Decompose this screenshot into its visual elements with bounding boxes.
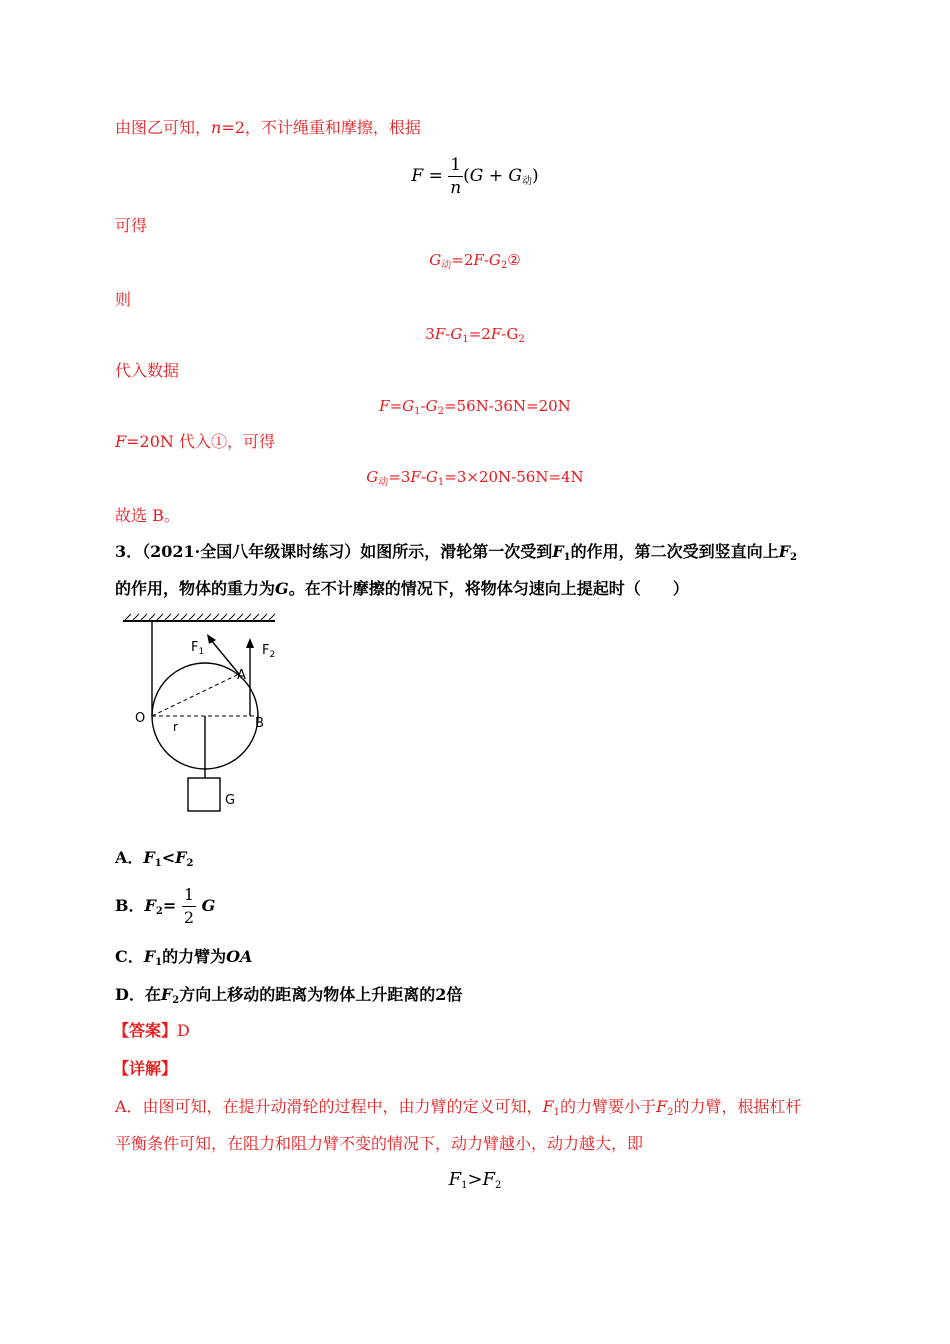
text: 的力臂，根据杠杆 bbox=[673, 1097, 802, 1116]
subscript: 2 bbox=[155, 906, 163, 917]
subscript: 1 bbox=[553, 1107, 561, 1118]
subscript: 1 bbox=[563, 552, 571, 563]
question-stem-line-2 bbox=[115, 579, 689, 599]
var-F: F bbox=[448, 1169, 462, 1190]
fraction-num: 1 bbox=[450, 155, 462, 175]
option-label: D． bbox=[115, 985, 145, 1004]
text: 如图所示，滑轮第一次受到 bbox=[360, 542, 553, 561]
var-n: n bbox=[211, 118, 222, 137]
var-G: G bbox=[429, 251, 442, 269]
answer-tag: 【答案】 bbox=[113, 1021, 178, 1040]
arrow-F1 bbox=[207, 634, 216, 644]
subscript: 2 bbox=[500, 260, 508, 271]
label-r: r bbox=[173, 720, 178, 734]
var-F: F bbox=[542, 1097, 554, 1116]
formula-5 bbox=[0, 467, 950, 493]
weight-block bbox=[188, 778, 220, 811]
text-line-3: 则 bbox=[115, 290, 132, 309]
text-line-5 bbox=[115, 432, 275, 452]
var-F: F bbox=[482, 1169, 496, 1190]
var-OA: OA bbox=[226, 947, 253, 966]
text-line-2: 可得 bbox=[115, 216, 148, 235]
text: - bbox=[420, 397, 426, 415]
subscript: 1 bbox=[437, 477, 445, 488]
text: A．由图可知，在提升动滑轮的过程中，由力臂的定义可知， bbox=[115, 1097, 543, 1116]
var-G: G bbox=[450, 325, 463, 343]
subscript: 2 bbox=[518, 334, 525, 345]
rope-F1 bbox=[211, 640, 239, 674]
text: 的作用，物体的重力为 bbox=[115, 579, 276, 598]
var-F: F bbox=[411, 166, 424, 186]
fraction-den: 2 bbox=[183, 908, 195, 927]
var-F: F bbox=[175, 848, 187, 867]
text: = bbox=[162, 896, 177, 915]
subscript: 2 bbox=[495, 1180, 502, 1191]
text: - bbox=[483, 251, 489, 269]
var-F: F bbox=[143, 848, 155, 867]
var-G: G bbox=[508, 166, 522, 186]
text: 在 bbox=[144, 985, 161, 1004]
paren: ( bbox=[463, 166, 470, 186]
subscript: 动 bbox=[441, 260, 452, 271]
detail-tag: 【详解】 bbox=[113, 1059, 178, 1078]
paren: ) bbox=[531, 166, 539, 186]
explain-line-1 bbox=[115, 1097, 802, 1123]
text: 。在不计摩擦的情况下，将物体匀速向上提起时（ ） bbox=[288, 579, 689, 598]
plus: + bbox=[483, 166, 509, 186]
text: = bbox=[389, 397, 403, 415]
var-F: F bbox=[410, 468, 421, 486]
detail-line bbox=[113, 1059, 177, 1079]
question-number: 3． bbox=[115, 542, 143, 561]
explain-line-2: 平衡条件可知，在阻力和阻力臂不变的情况下，动力臂越小，动力越大，即 bbox=[115, 1134, 644, 1153]
subscript: 1 bbox=[414, 406, 421, 417]
subscript: 1 bbox=[154, 858, 162, 869]
text: 的力臂要小于 bbox=[560, 1097, 657, 1116]
var-G: G bbox=[201, 896, 216, 915]
text: 方向上移动的距离为物体上升距离的 bbox=[179, 985, 436, 1004]
formula-3 bbox=[0, 324, 950, 350]
var-G: G bbox=[402, 397, 415, 415]
var-G: G bbox=[488, 251, 501, 269]
subscript: 动 bbox=[378, 477, 389, 488]
var-F: F bbox=[656, 1097, 668, 1116]
text: =3×20N-56N=4N bbox=[444, 468, 584, 486]
var-F: F bbox=[115, 432, 127, 451]
var-G: G bbox=[366, 468, 379, 486]
arrow-F2 bbox=[246, 638, 254, 648]
text: 的作用，第二次受到竖直向上 bbox=[570, 542, 779, 561]
fraction-num: 1 bbox=[182, 884, 196, 907]
question-source: （2021·全国八年级课时练习） bbox=[142, 542, 361, 561]
subscript: 2 bbox=[186, 858, 194, 869]
fraction bbox=[182, 884, 196, 929]
text: 的力臂为 bbox=[162, 947, 227, 966]
var-F: F bbox=[160, 985, 173, 1004]
label-O: O bbox=[135, 711, 146, 726]
formula-4 bbox=[0, 396, 950, 422]
option-label: C． bbox=[115, 947, 144, 966]
var-G: G bbox=[275, 579, 289, 598]
text-line-1 bbox=[115, 118, 421, 138]
subscript: 2 bbox=[437, 406, 444, 417]
var-F: F bbox=[379, 397, 390, 415]
var-F: F bbox=[552, 542, 564, 561]
answer-value: D bbox=[177, 1021, 190, 1040]
option-b[interactable] bbox=[115, 882, 215, 930]
eq: = bbox=[428, 166, 443, 186]
formula-6 bbox=[0, 1170, 950, 1196]
subscript: 2 bbox=[667, 1107, 674, 1118]
text: 倍 bbox=[446, 985, 463, 1004]
text: - bbox=[445, 325, 451, 343]
var-F: F bbox=[490, 325, 502, 343]
text: -G bbox=[501, 325, 519, 343]
text: =2 bbox=[451, 251, 474, 269]
subscript: 1 bbox=[461, 1180, 468, 1191]
var-G: G bbox=[425, 397, 438, 415]
text: =56N-36N=20N bbox=[443, 397, 571, 415]
formula-1 bbox=[0, 152, 950, 200]
var-F: F bbox=[434, 325, 446, 343]
text: =3 bbox=[388, 468, 411, 486]
option-c[interactable] bbox=[115, 947, 252, 973]
option-d[interactable] bbox=[115, 985, 462, 1011]
text: 由图乙可知， bbox=[115, 118, 212, 137]
var-F: F bbox=[473, 251, 484, 269]
text: > bbox=[467, 1169, 483, 1190]
subscript: 2 bbox=[789, 552, 797, 563]
text: - bbox=[420, 468, 426, 486]
label-G: G bbox=[225, 793, 236, 808]
option-label: A． bbox=[115, 848, 144, 867]
label-F2: $F_2$ bbox=[262, 643, 276, 660]
text: 2 bbox=[435, 985, 447, 1004]
pulley-figure bbox=[115, 612, 290, 817]
label-B: B bbox=[255, 716, 264, 731]
ceiling-hatch bbox=[125, 614, 275, 620]
text: =20N 代入①，可得 bbox=[126, 432, 275, 451]
formula-2 bbox=[0, 250, 950, 276]
var-F: F bbox=[778, 542, 790, 561]
subscript: 1 bbox=[155, 957, 163, 968]
text: =2 bbox=[468, 325, 491, 343]
text-line-4: 代入数据 bbox=[115, 361, 180, 380]
subscript: 2 bbox=[172, 995, 180, 1006]
text: ② bbox=[507, 251, 521, 269]
label-F1: $F_1$ bbox=[191, 640, 205, 657]
answer-line bbox=[113, 1021, 190, 1041]
option-a[interactable] bbox=[115, 848, 193, 874]
text: 3 bbox=[425, 325, 435, 343]
subscript: 动 bbox=[521, 176, 532, 187]
text-line-6: 故选 B。 bbox=[115, 506, 180, 525]
var-F: F bbox=[144, 896, 156, 915]
text: =2，不计绳重和摩擦，根据 bbox=[221, 118, 421, 137]
var-F: F bbox=[143, 947, 156, 966]
option-label: B． bbox=[115, 896, 145, 915]
question-stem-line-1 bbox=[115, 542, 797, 568]
label-A: A bbox=[237, 668, 246, 683]
var-G: G bbox=[425, 468, 438, 486]
subscript: 1 bbox=[462, 334, 469, 345]
text: < bbox=[161, 848, 176, 867]
fraction-den: n bbox=[450, 178, 462, 198]
var-G: G bbox=[469, 166, 484, 186]
fraction bbox=[448, 154, 463, 199]
